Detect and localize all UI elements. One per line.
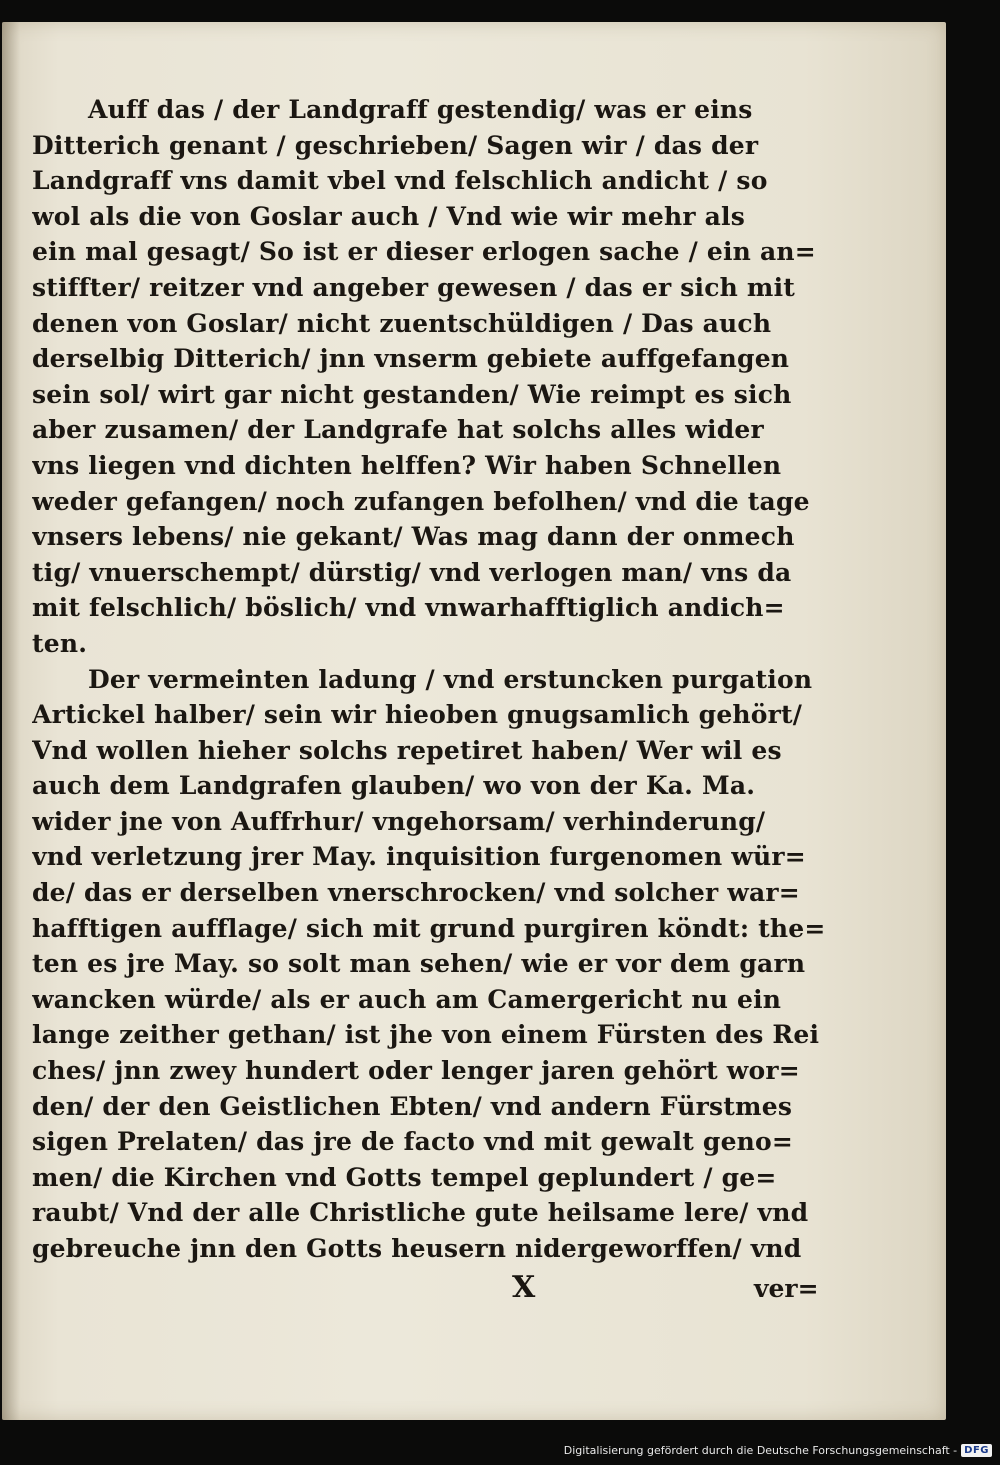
text-line: gebreuche jnn den Gotts heusern nidergeworffen/ vnd [32, 1234, 802, 1263]
text-line: Ditterich genant / geschrieben/ Sagen wir / das der [32, 130, 759, 160]
funding-footer [564, 1439, 992, 1461]
text-line: auch dem Landgrafen glauben/ wo von der Ka. Ma. [32, 771, 756, 801]
text-line: Artickel halber/ sein wir hieoben gnugsamlich gehört/ [32, 700, 803, 730]
text-line: vns liegen vnd dichten helffen? Wir haben Schnellen [32, 450, 782, 480]
text-line: lange zeither gethan/ ist jhe von einem Fürsten des Rei [32, 1020, 820, 1050]
text-line: Auff das / der Landgraff gestendig/ was er eins [88, 95, 753, 124]
text-line: weder gefangen/ noch zufangen befolhen/ vnd die tage [32, 486, 810, 516]
text-line: wider jne von Auffrhur/ vngehorsam/ verhinderung/ [32, 806, 766, 836]
text-line: tig/ vnuerschempt/ dürstig/ vnd verlogen man/ vns da [32, 557, 792, 587]
page-text [32, 92, 832, 1267]
text-line: aber zusamen/ der Landgrafe hat solchs alles wider [32, 415, 764, 445]
catchword: ver= [754, 1274, 819, 1303]
text-line: hafftigen aufflage/ sich mit grund purgiren köndt: the= [32, 913, 826, 943]
text-line: mit felschlich/ böslich/ vnd vnwarhafftiglich andich= [32, 593, 785, 623]
text-line: sigen Prelaten/ das jre de facto vnd mit gewalt geno= [32, 1127, 794, 1157]
text-line: ches/ jnn zwey hundert oder lenger jaren gehört wor= [32, 1056, 800, 1086]
text-line: men/ die Kirchen vnd Gotts tempel geplundert / ge= [32, 1162, 777, 1192]
text-line: Landgraff vns damit vbel vnd felschlich andicht / so [32, 166, 768, 196]
text-line: ten es jre May. so solt man sehen/ wie er vor dem garn [32, 949, 806, 979]
text-line: ein mal gesagt/ So ist er dieser erlogen sache / ein an= [32, 237, 816, 267]
text-line: raubt/ Vnd der alle Christliche gute heilsame lere/ vnd [32, 1198, 809, 1228]
text-line: derselbig Ditterich/ jnn vnserm gebiete auffgefangen [32, 344, 790, 374]
text-line: wol als die von Goslar auch / Vnd wie wir mehr als [32, 201, 745, 231]
text-line: Vnd wollen hieher solchs repetiret haben/ Wer wil es [32, 735, 782, 765]
dfg-logo: DFG [961, 1444, 992, 1457]
funding-note: Digitalisierung gefördert durch die Deutsche Forschungsgemeinschaft - [563, 1443, 958, 1457]
book-page [2, 22, 946, 1420]
text-line: de/ das er derselben vnerschrocken/ vnd solcher war= [32, 878, 800, 908]
text-line: Der vermeinten ladung / vnd erstuncken purgation [88, 664, 813, 694]
text-line: sein sol/ wirt gar nicht gestanden/ Wie reimpt es sich [32, 379, 792, 409]
text-line: denen von Goslar/ nicht zuentschüldigen / Das auch [32, 308, 772, 338]
text-line: den/ der den Geistlichen Ebten/ vnd andern Fürstmes [32, 1091, 793, 1121]
text-line: vnd verletzung jrer May. inquisition furgenomen wür= [32, 842, 806, 872]
text-line: wancken würde/ als er auch am Camergericht nu ein [32, 984, 782, 1014]
text-line: stiffter/ reitzer vnd angeber gewesen / das er sich mit [32, 272, 796, 302]
text-line: vnsers lebens/ nie gekant/ Was mag dann der onmech [32, 522, 795, 552]
signature-mark: X [512, 1270, 536, 1305]
text-line: ten. [32, 628, 88, 658]
